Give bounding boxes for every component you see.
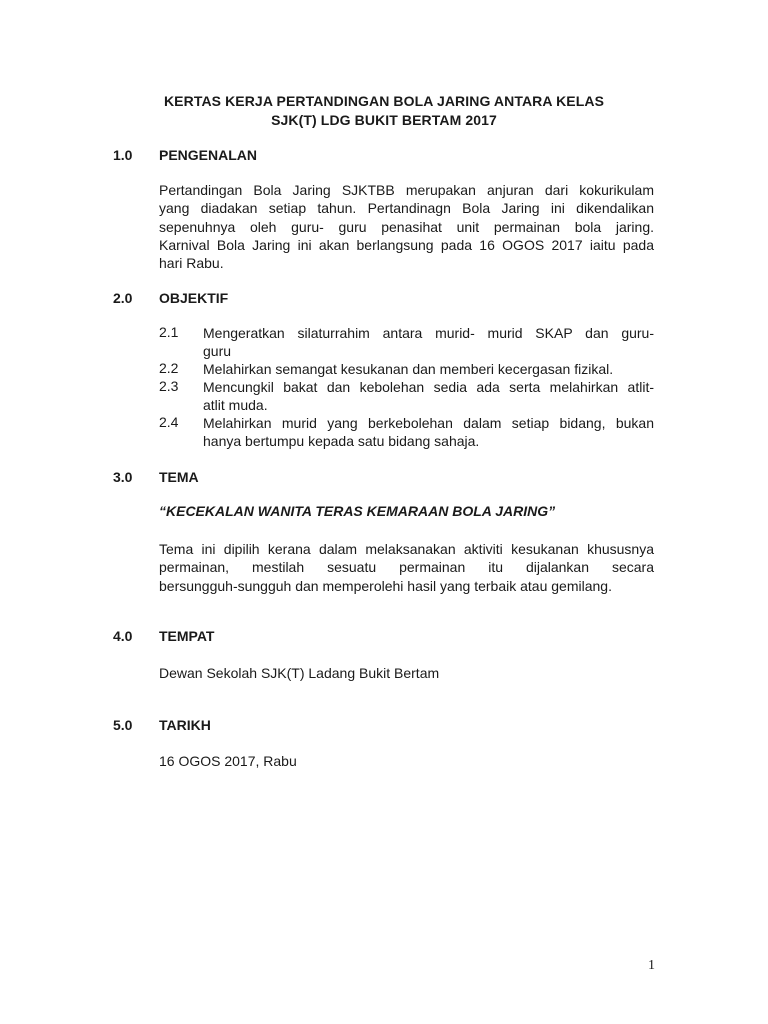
page-number: 1 — [648, 958, 655, 973]
section-3-paragraph — [159, 540, 654, 595]
section-3-heading: TEMA — [159, 469, 199, 485]
section-1-heading: PENGENALAN — [159, 147, 258, 163]
paragraph-line: sepenuhnya oleh guru- guru penasihat unit permainan bola jaring. — [159, 218, 654, 235]
objective-line: atlit muda. — [203, 397, 268, 413]
date-text: 16 OGOS 2017, Rabu — [159, 753, 297, 769]
objective-number: 2.3 — [159, 378, 179, 394]
section-3-number: 3.0 — [113, 469, 133, 485]
theme-quote: “KECEKALAN WANITA TERAS KEMARAAN BOLA JARING” — [159, 503, 556, 519]
section-4-heading: TEMPAT — [159, 628, 215, 644]
paragraph-line: Tema ini dipilih kerana dalam melaksanakan aktiviti kesukanan khususnya — [159, 541, 654, 557]
objective-line: guru — [203, 343, 232, 359]
paragraph-line: Pertandingan Bola Jaring SJKTBB merupakan anjuran dari kokurikulam — [159, 182, 654, 198]
objective-number: 2.2 — [159, 360, 179, 376]
objective-text — [203, 324, 654, 360]
paragraph-line: bersungguh-sungguh dan memperolehi hasil yang terbaik atau gemilang. — [159, 577, 612, 594]
section-1-number: 1.0 — [113, 147, 133, 163]
section-5-heading: TARIKH — [159, 717, 211, 733]
paragraph-line: hari Rabu. — [159, 255, 224, 272]
objective-text — [203, 414, 654, 450]
section-2-number: 2.0 — [113, 290, 133, 306]
paragraph-line: Karnival Bola Jaring ini akan berlangsung pada 16 OGOS 2017 iaitu pada — [159, 236, 654, 253]
section-1-paragraph — [159, 181, 654, 272]
section-5-number: 5.0 — [113, 717, 133, 733]
objective-text — [203, 378, 654, 414]
paragraph-line: permainan, mestilah sesuatu permainan itu dijalankan secara — [159, 559, 654, 576]
objective-number: 2.4 — [159, 414, 179, 430]
section-4-number: 4.0 — [113, 628, 133, 644]
objective-line: Mengeratkan silaturrahim antara murid- murid SKAP dan guru- — [203, 325, 654, 341]
venue-text: Dewan Sekolah SJK(T) Ladang Bukit Bertam — [159, 665, 440, 681]
document-title-line-2: SJK(T) LDG BUKIT BERTAM 2017 — [271, 112, 497, 128]
objective-text — [203, 360, 654, 378]
paragraph-line: yang diadakan setiap tahun. Pertandinagn Bola Jaring ini dikendalikan — [159, 200, 654, 217]
objective-number: 2.1 — [159, 324, 179, 340]
objective-line: Melahirkan semangat kesukanan dan memberi kecergasan fizikal. — [203, 361, 614, 377]
objective-line: Mencungkil bakat dan kebolehan sedia ada serta melahirkan atlit- — [203, 379, 654, 395]
section-2-heading: OBJEKTIF — [159, 290, 229, 306]
objective-line: hanya bertumpu kepada satu bidang sahaja. — [203, 433, 480, 449]
objective-line: Melahirkan murid yang berkebolehan dalam setiap bidang, bukan — [203, 415, 654, 431]
document-title-line-1: KERTAS KERJA PERTANDINGAN BOLA JARING ANTARA KELAS — [163, 93, 605, 109]
